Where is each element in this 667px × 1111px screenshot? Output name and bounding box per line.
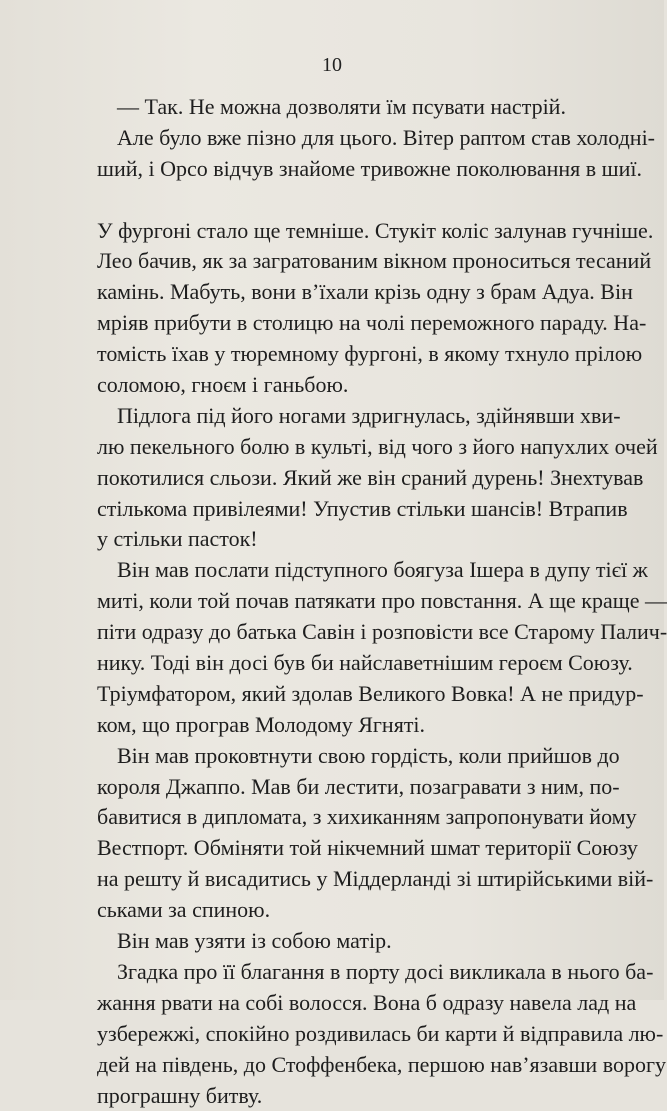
text-line: на решту й висадитись у Міддерланді зі штирійськими вій- xyxy=(97,864,607,895)
text-line: нику. Тоді він досі був би найславетнішим героєм Союзу. xyxy=(97,648,607,679)
text-line: бавитися в дипломата, з хихиканням запропонувати йому xyxy=(97,802,607,833)
text-line: Підлога під його ногами здригнулась, здійнявши хви- xyxy=(97,401,607,432)
text-line: у стільки пасток! xyxy=(97,524,607,555)
text-line: дей на південь, до Стоффенбека, першою нав’язавши ворогу xyxy=(97,1050,607,1081)
text-line: Він мав узяти із собою матір. xyxy=(97,926,607,957)
text-line: Згадка про її благання в порту досі викликала в нього ба- xyxy=(97,957,607,988)
text-line: Він мав послати підступного боягуза Ішера в дупу тієї ж xyxy=(97,555,607,586)
text-line: узбережжі, спокійно роздивилась би карти й відправила лю- xyxy=(97,1019,607,1050)
text-line: Вестпорт. Обміняти той нікчемний шмат території Союзу xyxy=(97,833,607,864)
text-line: ком, що програв Молодому Ягняті. xyxy=(97,710,607,741)
text-line: У фургоні стало ще темніше. Стукіт коліс залунав гучніше. xyxy=(97,216,607,247)
section-break xyxy=(97,185,607,216)
text-line: Лео бачив, як за загратованим вікном проноситься тесаний xyxy=(97,246,607,277)
body-text xyxy=(97,92,607,1111)
text-line: жання рвати на собі волосся. Вона б одразу навела лад на xyxy=(97,988,607,1019)
text-line: короля Джаппо. Мав би лестити, позагравати з ним, по- xyxy=(97,772,607,803)
text-line: соломою, гноєм і ганьбою. xyxy=(97,370,607,401)
text-line: Тріумфатором, який здолав Великого Вовка! А не придур- xyxy=(97,679,607,710)
text-line: Він мав проковтнути свою гордість, коли прийшов до xyxy=(97,741,607,772)
page-number: 10 xyxy=(0,54,664,77)
text-line: ськами за спиною. xyxy=(97,895,607,926)
text-line: програшну битву. xyxy=(97,1081,607,1111)
text-line: Але було вже пізно для цього. Вітер раптом став холодні- xyxy=(97,123,607,154)
text-line: миті, коли той почав патякати про повстання. А ще краще — xyxy=(97,586,607,617)
text-line: томість їхав у тюремному фургоні, в якому тхнуло прілою xyxy=(97,339,607,370)
text-line: піти одразу до батька Савін і розповісти все Старому Палич- xyxy=(97,617,607,648)
text-line: покотилися сльози. Який же він срaний дурень! Знехтував xyxy=(97,463,607,494)
text-line: — Так. Не можна дозволяти їм псувати настрій. xyxy=(97,92,607,123)
text-line: стількома привілеями! Упустив стільки шансів! Втрапив xyxy=(97,494,607,525)
text-line: мріяв прибути в столицю на чолі переможного параду. На- xyxy=(97,308,607,339)
text-line: ший, і Орсо відчув знайоме тривожне поколювання в шиї. xyxy=(97,154,607,185)
text-line: лю пекельного болю в культі, від чого з його напухлих очей xyxy=(97,432,607,463)
text-line: камінь. Мабуть, вони в’їхали крізь одну з брам Адуа. Він xyxy=(97,277,607,308)
